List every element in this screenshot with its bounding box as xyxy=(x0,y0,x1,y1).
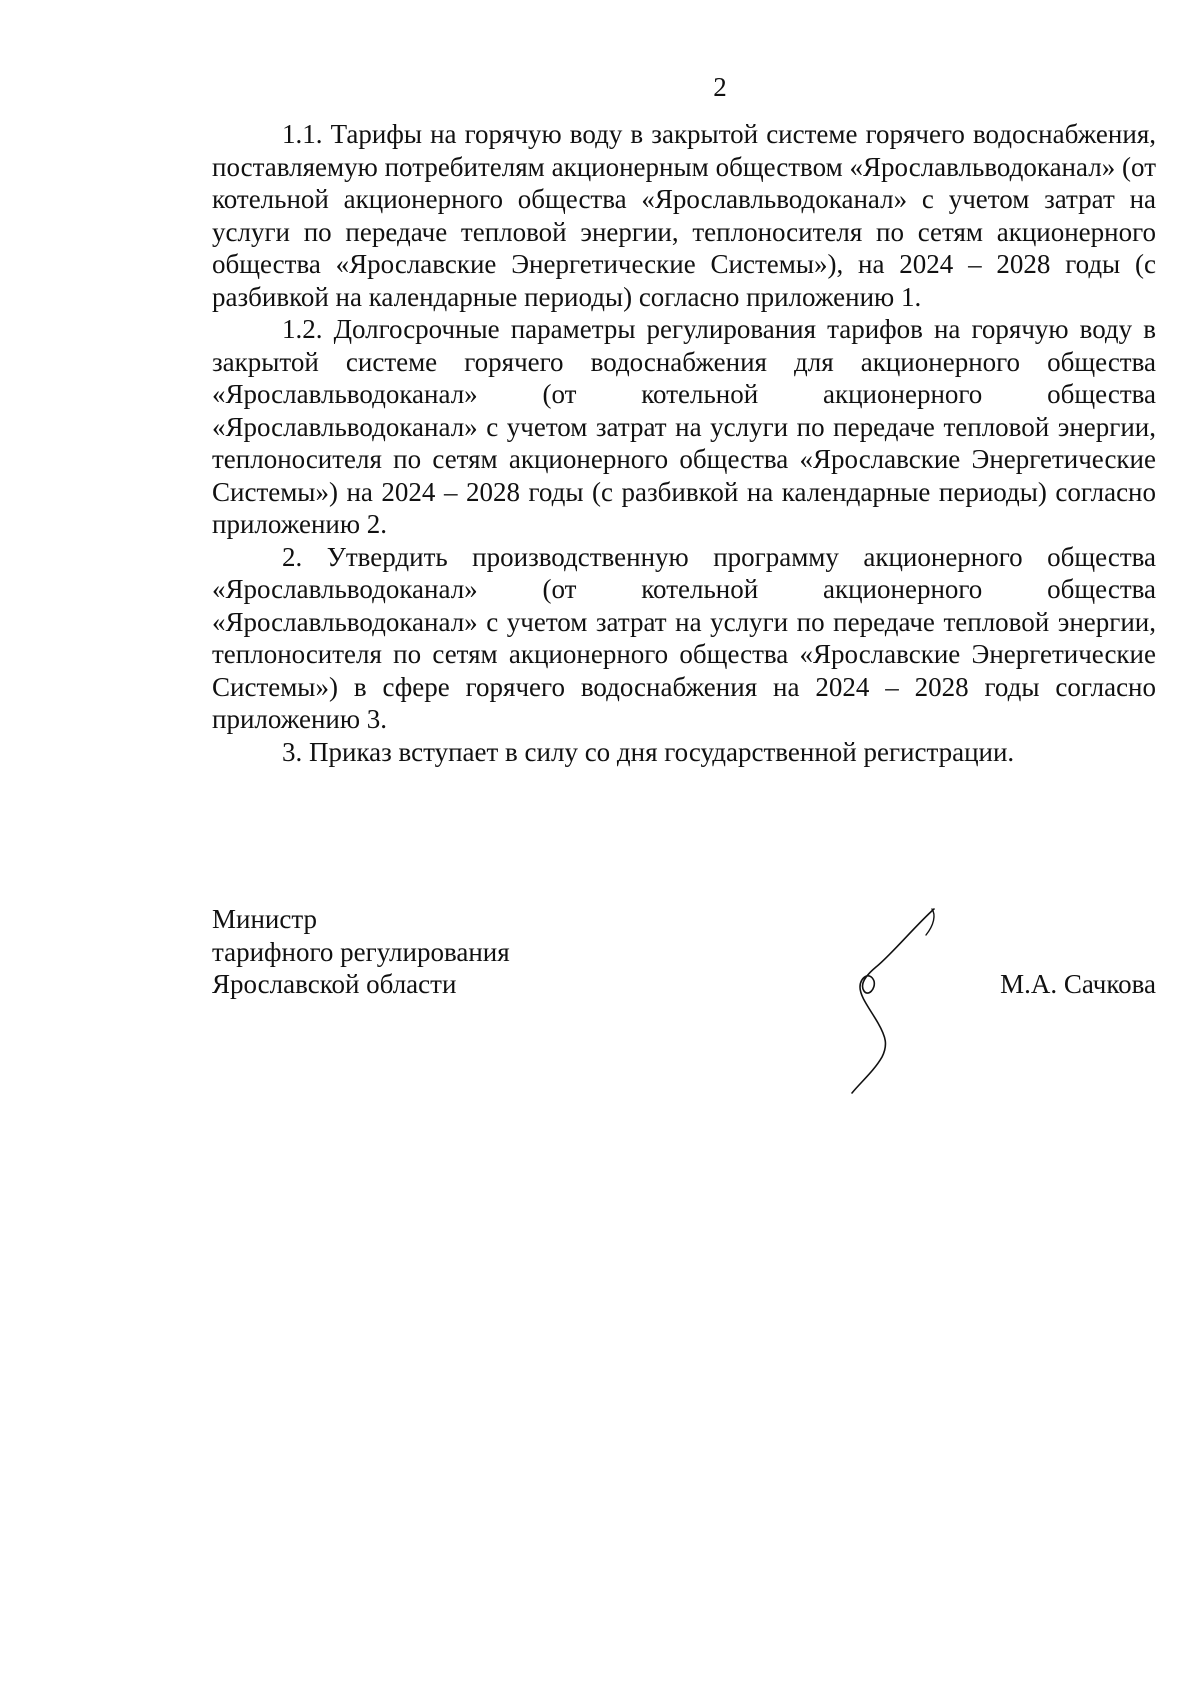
signatory-region: Ярославской области xyxy=(212,969,457,999)
signatory-department: тарифного регулирования xyxy=(212,936,510,967)
paragraph-1-1: 1.1. Тарифы на горячую воду в закрытой системе горячего водоснабжения, поставляемую потребителям акционерным обществом «Ярославльводоканал» (от котельной акционерного общества «Ярославльводоканал» с учетом затрат на услуги по передаче тепловой энергии, теплоносителя по сетям акционерного общества «Ярославские Энергетические Системы»), на 2024 – 2028 годы (с разбивкой на календарные периоды) согласно приложению 1. xyxy=(212,119,1156,312)
signatory-name: М.А. Сачкова xyxy=(1000,969,1156,999)
document-body xyxy=(212,118,1156,768)
paragraph-3: 3. Приказ вступает в силу со дня государственной регистрации. xyxy=(282,736,1015,767)
signatory-title xyxy=(212,903,510,1001)
paragraph-2: 2. Утвердить производственную программу акционерного общества «Ярославльводоканал» (от котельной акционерного общества «Ярославльводоканал» с учетом затрат на услуги по передаче тепловой энергии, теплоносителя по сетям акционерного общества «Ярославские Энергетические Системы») в сфере горячего водоснабжения на 2024 – 2028 годы согласно приложению 3. xyxy=(212,541,1156,734)
handwritten-signature xyxy=(846,905,956,1095)
paragraph-1-2: 1.2. Долгосрочные параметры регулирования тарифов на горячую воду в закрытой системе горячего водоснабжения для акционерного общества «Ярославльводоканал» (от котельной акционерного общества «Ярославльводоканал» с учетом затрат на услуги по передаче тепловой энергии, теплоносителя по сетям акционерного общества «Ярославские Энергетические Системы») на 2024 – 2028 годы (с разбивкой на календарные периоды) согласно приложению 2. xyxy=(212,314,1156,539)
signatory-position: Министр xyxy=(212,904,317,934)
page-number: 2 xyxy=(713,72,727,102)
